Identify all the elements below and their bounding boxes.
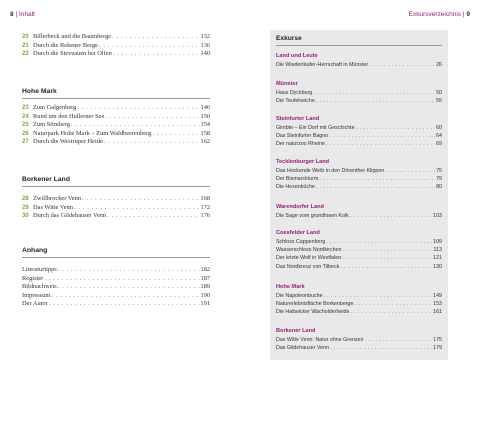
section-heading-hohe-mark: Hohe Mark [22,88,210,99]
toc-entry-page: 168 [200,195,210,202]
dot-leader [342,246,432,254]
toc-entry-number: 22 [22,51,29,58]
toc-entry-title: Zum Stimberg [33,121,70,129]
excursion-page: 103 [433,213,442,219]
excursion-title: Haus Dyckburg [276,90,313,96]
toc-entry-number: 23 [22,105,29,111]
excursion-group-hohe-mark [276,283,442,317]
excursion-page: 64 [436,133,442,140]
excursion-page: 69 [436,141,442,148]
toc-entry[interactable] [22,275,210,284]
toc-entry-title: Das Witte Venn [33,203,73,211]
excursion-title: Die Hexenküche [276,184,315,191]
excursion-title: Die Haltwicker Wacholderheide [276,309,350,316]
dot-leader [313,89,435,97]
excursion-entry[interactable] [276,212,442,220]
toc-entry-number: 26 [22,130,29,137]
toc-entry-number: 20 [22,34,29,40]
toc-entry[interactable] [22,212,210,221]
section-heading-borkener-land: Borkener Land [22,176,210,187]
toc-group-borkener-land [22,195,210,221]
toc-entry[interactable] [22,42,210,51]
toc-entry-title: Der Autor [22,300,48,308]
dot-leader [330,344,432,352]
toc-entry[interactable] [22,121,210,130]
toc-entry-page: 182 [200,266,210,273]
toc-entry-title: Zwillbrocker Venn [33,195,81,202]
toc-entry-number: 24 [22,113,29,120]
left-separator: | [15,11,18,18]
excursion-entry[interactable] [276,300,442,308]
excursion-page: 79 [436,176,442,183]
excursion-title: Die Teufelseiche [276,98,315,105]
dot-leader [71,121,200,130]
excursion-title: Das Hockende Weib in den Dörenther Klippen [276,168,385,174]
excursion-title: Die Napoleonbuche [276,293,323,299]
toc-entry-title: Bildnachweis [22,283,57,291]
excursion-group-heading: Hohe Mark [276,284,305,290]
dot-leader [354,300,432,308]
excursion-group-borkener-land [276,327,442,352]
excursion-entry[interactable] [276,263,442,271]
excursion-group-heading: Steinfurter Land [276,116,320,122]
excursion-title: Die Wiedertäufer-Herrschaft in Münster [276,62,369,68]
toc-entry-page: 162 [200,138,210,146]
excursion-entry[interactable] [276,308,442,316]
excursion-group-heading: Coesfelder Land [276,230,320,236]
dot-leader [326,238,432,246]
toc-entry-number: 21 [22,42,29,49]
toc-entry-title: Zum Galgenberg [33,104,77,111]
excursion-page: 153 [433,301,442,308]
excursion-page: 75 [436,168,442,174]
excursion-title: Der Bismarckturm [276,176,319,183]
excursion-title: Schloss Cappenberg [276,239,326,245]
toc-group-anhang [22,266,210,309]
toc-entry[interactable] [22,138,210,147]
dot-leader [350,308,432,316]
excursion-group-heading: Land und Leute [276,53,318,59]
dot-leader [104,138,200,147]
excursion-entry[interactable] [276,292,442,300]
excursion-group-heading: Münster [276,81,298,87]
dot-leader [316,97,435,105]
excursion-page: 161 [433,309,442,316]
toc-entry-page: 154 [200,121,210,129]
excursion-title: Der letzte Wolf in Westfalen [276,255,342,262]
excursion-title: Das Witte Venn: Natur ohne Grenzen [276,337,364,343]
dot-leader [105,113,199,122]
excursion-page: 55 [436,98,442,105]
excursion-entry[interactable] [276,132,442,140]
dot-leader [316,183,435,191]
toc-entry-page: 146 [200,104,210,111]
dot-leader [385,167,435,175]
excursion-entry[interactable] [276,97,442,105]
toc-entry[interactable] [22,104,210,113]
excursion-entry[interactable] [276,140,442,148]
excursion-box-title: Exkurse [276,35,442,46]
toc-entry-page: 191 [200,300,210,308]
excursion-entry[interactable] [276,254,442,262]
dot-leader [152,130,199,139]
right-running-title: Exkursverzeichnis [408,11,462,18]
dot-leader [44,275,199,284]
toc-top-group [22,33,210,59]
dot-leader [58,266,200,275]
toc-entry[interactable] [22,292,210,301]
excursion-page: 80 [436,184,442,191]
dot-leader [113,50,200,59]
excursion-entry[interactable] [276,344,442,352]
toc-entry[interactable] [22,113,210,122]
toc-entry-title: Durch die Rekener Berge [33,41,99,49]
excursion-title: Das Gildehauser Venn [276,345,330,352]
dot-leader [329,132,435,140]
left-page-number: 8 [10,11,14,18]
toc-entry-page: 176 [200,212,210,220]
excursion-group-muenster [276,80,442,105]
excursion-group-tecklenburger-land [276,158,442,192]
excursion-page: 175 [433,337,442,343]
dot-leader [112,33,199,42]
excursion-group-warendorfer-land [276,203,442,220]
section-heading-anhang: Anhang [22,247,210,258]
toc-entry-title: Billerbeck und die Baumberge [33,33,112,40]
excursion-box [270,30,448,360]
dot-leader [364,336,432,344]
dot-leader [350,212,432,220]
dot-leader [326,140,435,148]
left-running-head [10,11,35,19]
dot-leader [369,61,435,69]
toc-entry-title: Rund um den Hullerner See [33,112,105,120]
excursion-page: 149 [433,293,442,299]
dot-leader [356,124,435,132]
toc-entry-title: Durch das Gildehauser Venn [33,212,107,220]
excursion-page: 109 [433,239,442,245]
dot-leader [340,263,432,271]
excursion-title: Wasserschloss Nordkirchen [276,247,342,254]
toc-entry[interactable] [22,50,210,59]
toc-entry-title: Durch die Westruper Heide [33,138,103,146]
dot-leader [342,254,432,262]
dot-leader [49,300,200,309]
excursion-entry[interactable] [276,238,442,246]
excursion-group-heading: Tecklenburger Land [276,159,330,165]
excursion-entry[interactable] [276,61,442,69]
toc-entry[interactable] [22,33,210,42]
toc-entry-page: 172 [200,203,210,211]
excursion-group-land-und-leute [276,52,442,69]
excursion-title: Die Sage vom grundlosen Kolk [276,213,349,219]
excursion-title: Der naturzoo Rheine [276,141,325,148]
excursion-entry[interactable] [276,89,442,97]
toc-entry[interactable] [22,195,210,204]
right-running-head [409,11,470,19]
excursion-page: 60 [436,125,442,131]
dot-leader [99,42,200,51]
toc-entry-page: 189 [200,283,210,291]
toc-entry-page: 150 [200,112,210,120]
toc-entry-number: 27 [22,139,29,146]
excursion-entry[interactable] [276,167,442,175]
excursion-title: Das Nordkreuz von Tilbeck [276,263,340,270]
excursion-group-heading: Warendorfer Land [276,204,324,210]
excursion-title: Das Steinfurter Bagno [276,133,329,140]
left-running-title: Inhalt [18,11,35,18]
excursion-entry[interactable] [276,183,442,191]
excursion-page: 113 [433,247,442,254]
excursion-entry[interactable] [276,175,442,183]
excursion-page: 179 [433,345,442,352]
excursion-entry[interactable] [276,336,442,344]
dot-leader [77,104,199,113]
toc-entry[interactable] [22,130,210,139]
toc-entry-title: Durch die Steveauen bei Olfen [33,50,112,58]
excursion-entry[interactable] [276,246,442,254]
dot-leader [324,292,433,300]
toc-entry-page: 187 [200,274,210,282]
toc-entry-page: 136 [200,41,210,49]
right-page-number: 9 [466,11,470,18]
dot-leader [51,292,199,301]
toc-entry-number: 30 [22,213,29,220]
toc-entry-title: Impressum [22,291,51,299]
excursion-title: Naturerlebnisfläche Borkenberge [276,301,354,308]
excursion-page: 26 [436,62,442,68]
right-separator: | [462,11,465,18]
toc-entry[interactable] [22,204,210,213]
excursion-page: 121 [433,255,442,262]
toc-entry[interactable] [22,300,210,309]
toc-entry[interactable] [22,266,210,275]
toc-entry-title: Naturpark Hohe Mark – Zum Waldbeerenberg [33,129,152,137]
right-page [240,0,480,432]
toc-entry-title: Register [22,274,44,282]
toc-entry-number: 28 [22,196,29,202]
dot-leader [74,204,200,213]
dot-leader [58,283,200,292]
dot-leader [107,212,199,221]
excursion-group-coesfelder-land [276,229,442,271]
excursion-page: 130 [433,263,442,270]
excursion-entry[interactable] [276,124,442,132]
toc-group-hohe-mark [22,104,210,147]
excursion-page: 50 [436,90,442,96]
toc-entry-page: 158 [200,129,210,137]
excursion-title: Gimbte – Ein Dorf mit Geschichte [276,125,355,131]
excursion-group-heading: Borkener Land [276,328,316,334]
toc-entry[interactable] [22,283,210,292]
excursion-group-steinfurter-land [276,115,442,149]
toc-entry-number: 29 [22,204,29,211]
toc-entry-page: 140 [200,50,210,58]
toc-entry-title: Literaturtipps [22,266,57,273]
toc-entry-number: 25 [22,122,29,129]
toc-entry-page: 190 [200,291,210,299]
dot-leader [319,175,435,183]
dot-leader [82,195,200,204]
toc-entry-page: 132 [200,33,210,40]
